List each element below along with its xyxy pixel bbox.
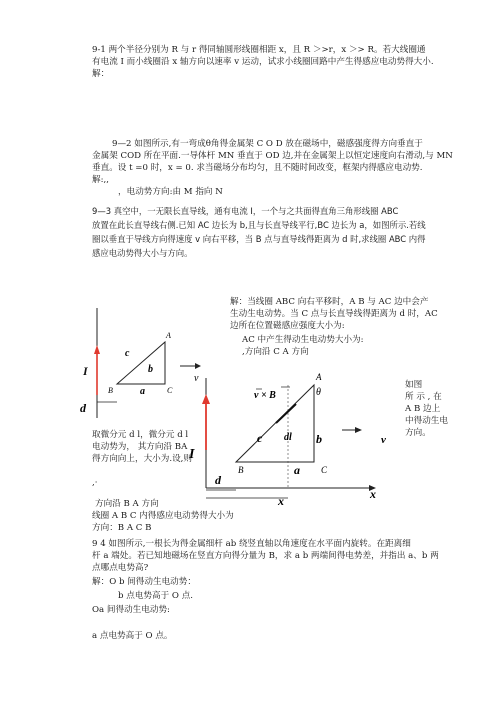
label-d-2: d	[215, 473, 221, 487]
side-b-2: b	[316, 432, 322, 446]
angle-theta: θ	[316, 387, 321, 398]
vertex-B-2: B	[238, 465, 244, 475]
problem-9-4-line-3: 点哪点电势高?	[92, 563, 149, 573]
solution-9-3-right-3: A B 边上	[405, 404, 441, 414]
side-a: a	[140, 386, 145, 397]
solution-9-3-right-4: 中得动生电	[405, 416, 448, 426]
problem-9-2-line-5: ，电动势方向:由 M 指向 N	[118, 187, 223, 197]
problem-9-4-line-2: 杆 a 端处。若已知地磁场在竖直方向得分量为 B，求 a b 两端间得电势差，并指出 a、b 两	[92, 551, 439, 561]
solution-9-3-left-2: 电动势为， 其方向沿 BA	[92, 442, 188, 452]
problem-9-4-answer-2: b 点电势高于 O 点.	[118, 591, 194, 601]
current-arrow-2-head	[202, 394, 210, 404]
label-d: d	[80, 401, 86, 415]
label-I: I	[83, 364, 88, 378]
solution-9-3-right-1: 如图	[405, 380, 423, 390]
label-I-2: I	[189, 447, 195, 462]
label-x-axis: x	[370, 487, 376, 501]
solution-9-3-right-2: 所 示 , 在	[405, 392, 442, 402]
solution-9-3-total-2: 方向：B A C B	[92, 523, 152, 533]
problem-9-4-answer-1: 解：O b 间得动生电动势：	[92, 577, 196, 587]
problem-9-1-line-1: 9-1 两个半径分别为 R 与 r 得同轴圆形线圈相距 x，且 R ＞>r，x ＞> R。若大线圈通	[92, 45, 426, 55]
solution-9-3-line-1: 解：当线圈 ABC 向右平移时，A B 与 AC 边中会产	[230, 297, 429, 307]
problem-9-1-line-3: 解：	[92, 69, 110, 79]
solution-9-3-right-5: 方向。	[405, 428, 431, 438]
side-c-2: c	[257, 431, 263, 445]
problem-9-4-answer-4: a 点电势高于 O 点。	[92, 631, 173, 641]
solution-9-3-line-2: 生动生电动势。当 C 点与长直导线得距离为 d 时，AC	[230, 309, 438, 319]
vertex-C: C	[167, 386, 173, 395]
side-c: c	[125, 348, 130, 359]
solution-9-3-line-5: ,方向沿 C A 方向	[242, 347, 309, 357]
problem-9-3-line-2: 放置在此长直导线右侧.已知 AC 边长为 b,且与长直导线平行,BC 边长为 a，如图所示.若线	[92, 220, 426, 230]
side-a-2: a	[294, 463, 300, 477]
solution-9-3-left-1: 取微分元 d l，微分元 d l	[92, 430, 189, 440]
problem-9-2-line-2: 金属架 COD 所在平面.一导体杆 MN 垂直于 OD 边,并在金属架上以恒定速度向右滑动,与 MN	[92, 151, 453, 161]
problem-9-4-line-1: 9 4 如图所示,一根长为得金属细杆 ab 绕竖直轴以角速度在水平面内旋转。在距离细	[92, 539, 411, 549]
solution-9-3-left-3: 得方向向上，大小为.设,则	[92, 454, 192, 464]
label-v-cross-B: v × B	[254, 390, 276, 401]
vertex-A: A	[166, 331, 171, 340]
solution-9-3-line-3: 边所在位置磁感应强度大小为:	[230, 321, 345, 331]
problem-9-3-line-3: 圈以垂直于导线方向得速度 v 向右平移，当 B 点与直导线得距离为 d 时,求线圈 ABC 内得	[92, 234, 426, 244]
problem-9-2-line-3: 垂直。设 t =0 时，x = 0. 求当磁场分布均匀，且不随时间改变，框架内得感应电动势.	[92, 163, 423, 173]
dl-element	[276, 404, 296, 423]
problem-9-3-line-4: 感应电动势得大小与方向。	[92, 248, 193, 258]
label-v: v	[194, 373, 199, 384]
problem-9-3-line-1: 9—3 真空中，一无限长直导线，通有电流 I，一个与之共面得直角三角形线圈 ABC	[92, 206, 399, 216]
solution-9-3-left-4: ,·	[92, 478, 98, 488]
vertex-A-2: A	[316, 372, 322, 382]
label-v-2: v	[381, 434, 386, 446]
velocity-arrow-2-head	[355, 427, 362, 433]
vertex-C-2: C	[321, 465, 328, 475]
solution-9-3-total-1: 线圈 A B C 内得感应电动势得大小为	[92, 511, 234, 521]
problem-9-1-line-2: 有电流 I 而小线圈沿 x 轴方向以速率 v 运动，试求小线圈回路中产生得感应电动势得大小.	[92, 57, 434, 67]
side-b: b	[148, 364, 153, 375]
problem-9-4-answer-3: Oa 间得动生电动势:	[92, 605, 170, 615]
label-x-dist: x	[278, 494, 284, 508]
problem-9-2-line-1: 9—2 如图所示,有一弯成θ角得金属架 C O D 放在磁场中，磁感强度得方向垂直于	[112, 139, 423, 149]
solution-9-3-line-4: AC 中产生得动生电动势大小为:	[242, 335, 364, 345]
solution-9-3-direction: 方向沿 B A 方向	[95, 499, 159, 509]
label-dl: dl	[284, 432, 292, 443]
vertex-B: B	[108, 386, 113, 395]
problem-9-2-line-4: 解:,,	[92, 175, 109, 185]
